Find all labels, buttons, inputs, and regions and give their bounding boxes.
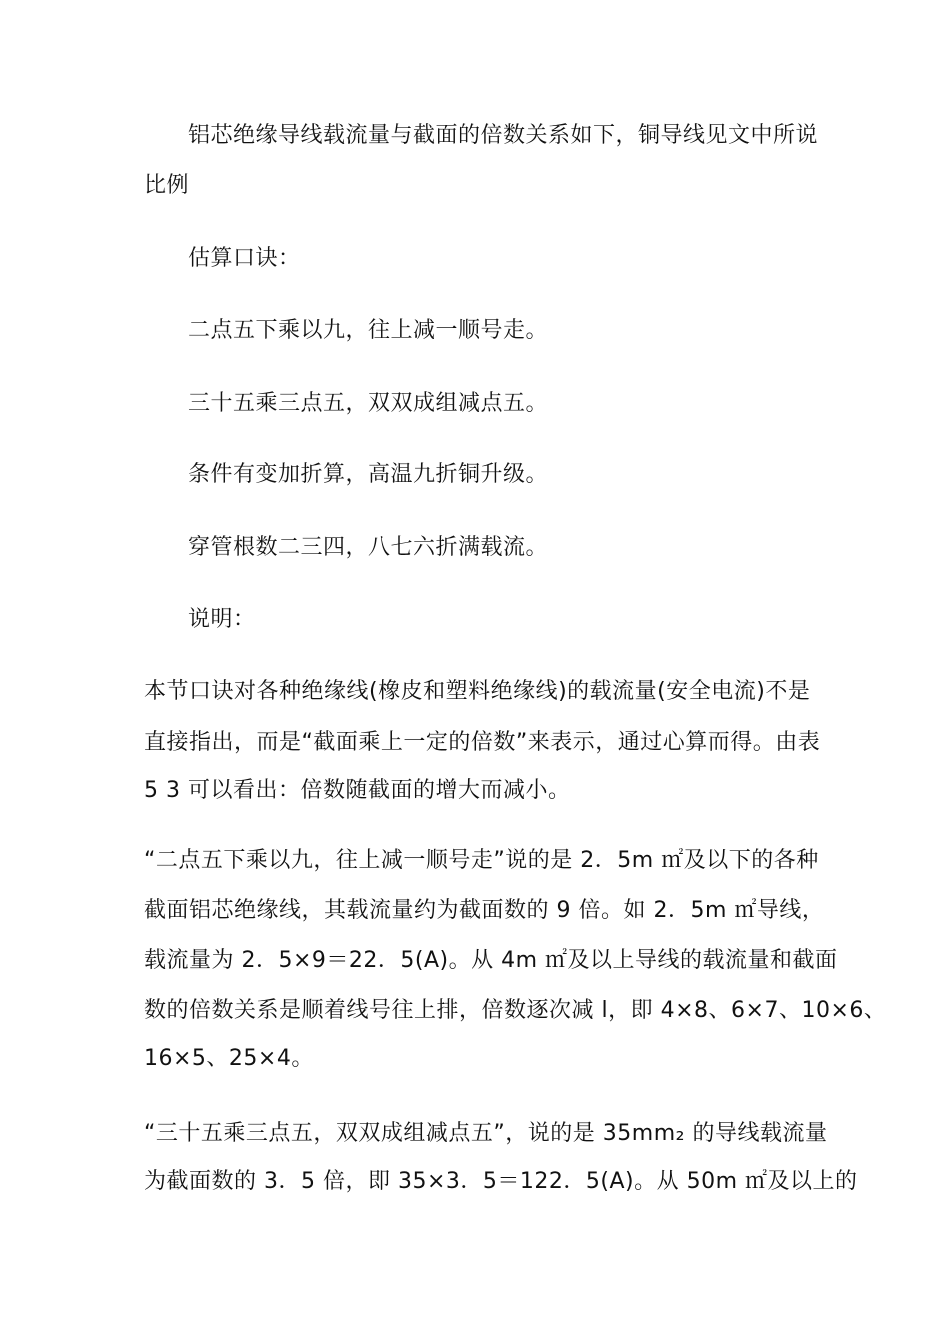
- paragraph-2-line-3: 载流量为 2．5×9＝22．5(A)。从 4m ㎡及以上导线的载流量和截面: [144, 948, 838, 973]
- mnemonic-line-4: 穿管根数二三四，八七六折满载流。: [188, 535, 549, 560]
- paragraph-1-line-1: 本节口诀对各种绝缘线(橡皮和塑料绝缘线)的载流量(安全电流)不是: [144, 679, 811, 704]
- mnemonic-line-1: 二点五下乘以九，往上减一顺号走。: [188, 318, 549, 343]
- mnemonic-heading: 估算口诀：: [188, 246, 301, 271]
- paragraph-2-line-1: “二点五下乘以九，往上减一顺号走”说的是 2．5m ㎡及以下的各种: [144, 848, 819, 873]
- explanation-heading: 说明：: [188, 607, 256, 632]
- intro-line-2: 比例: [144, 173, 190, 198]
- mnemonic-line-3: 条件有变加折算，高温九折铜升级。: [188, 462, 549, 487]
- intro-line-1: 铝芯绝缘导线载流量与截面的倍数关系如下，铜导线见文中所说: [188, 123, 819, 148]
- paragraph-1-line-2: 直接指出，而是“截面乘上一定的倍数”来表示，通过心算而得。由表: [144, 730, 821, 755]
- paragraph-1-line-3: 5 3 可以看出：倍数随截面的增大而减小。: [144, 778, 571, 803]
- paragraph-2-line-5: 16×5、25×4。: [144, 1046, 314, 1071]
- paragraph-2-line-2: 截面铝芯绝缘线，其载流量约为截面数的 9 倍。如 2．5m ㎡导线，: [144, 898, 825, 923]
- paragraph-2-line-4: 数的倍数关系是顺着线号往上排，倍数逐次减 l，即 4×8、6×7、10×6、: [144, 998, 887, 1023]
- mnemonic-line-2: 三十五乘三点五，双双成组减点五。: [188, 391, 549, 416]
- paragraph-3-line-1: “三十五乘三点五，双双成组减点五”，说的是 35mm₂ 的导线载流量: [144, 1121, 828, 1146]
- paragraph-3-line-2: 为截面数的 3．5 倍，即 35×3．5＝122．5(A)。从 50m ㎡及以上的: [144, 1169, 858, 1194]
